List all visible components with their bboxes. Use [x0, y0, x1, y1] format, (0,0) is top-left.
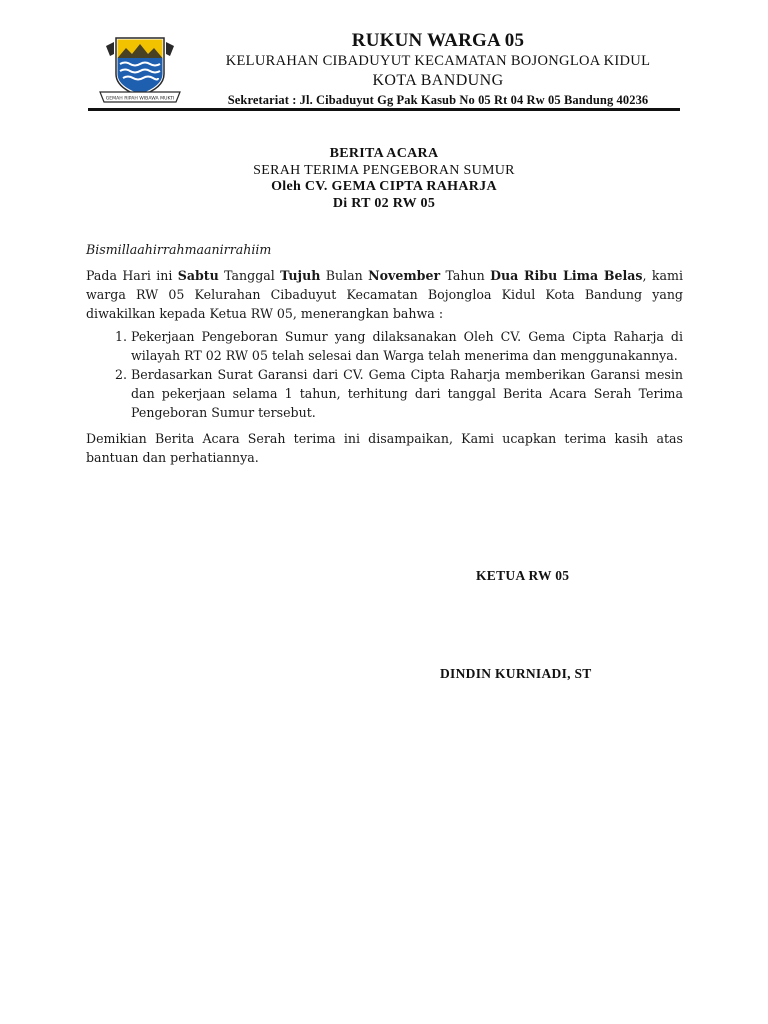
- city-emblem-logo: [96, 34, 184, 104]
- list-item: 1. Pekerjaan Pengeboran Sumur yang dilaksanakan Oleh CV. Gema Cipta Raharja di wilayah RT 02 RW 05 telah selesai dan Warga telah menerima dan menggunakannya.: [131, 327, 683, 365]
- document-title-block: [84, 146, 684, 212]
- intro-date: Tujuh: [280, 268, 321, 283]
- statement-list: [86, 327, 683, 422]
- intro-paragraph: Pada Hari ini Sabtu Tanggal Tujuh Bulan November Tahun Dua Ribu Lima Belas, kami warga RW 05 Kelurahan Cibaduyut Kecamatan Bojongloa Kidul Kota Bandung yang diwakilkan kepada Ketua RW 05, menerangkan bahwa :: [86, 268, 683, 321]
- organization-title: RUKUN WARGA 05: [351, 30, 525, 51]
- letterhead: [190, 30, 686, 110]
- document-location: Di RT 02 RW 05: [332, 195, 436, 211]
- letterhead-divider: [88, 108, 680, 111]
- intro-day: Sabtu: [177, 268, 219, 283]
- organization-address: Sekretariat : Jl. Cibaduyut Gg Pak Kasub No 05 Rt 04 Rw 05 Bandung 40236: [227, 93, 649, 107]
- document-body: [86, 240, 683, 467]
- intro-year: Dua Ribu Lima Belas: [490, 268, 643, 283]
- organization-subtitle: KELURAHAN CIBADUYUT KECAMATAN BOJONGLOA KIDUL: [225, 53, 651, 69]
- signature-title: KETUA RW 05: [476, 568, 570, 583]
- document-contractor: Oleh CV. GEMA CIPTA RAHARJA: [271, 179, 497, 194]
- closing-paragraph: Demikian Berita Acara Serah terima ini disampaikan, Kami ucapkan terima kasih atas bantuan dan perhatiannya.: [86, 431, 683, 465]
- document-subtitle: SERAH TERIMA PENGEBORAN SUMUR: [253, 162, 515, 178]
- logo-motto: GEMAH RIPAH WIBAWA MUKTI: [105, 96, 175, 102]
- signature-name: DINDIN KURNIADI, ST: [440, 666, 592, 681]
- document-title: BERITA ACARA: [329, 146, 439, 161]
- list-item: 2. Berdasarkan Surat Garansi dari CV. Gema Cipta Raharja memberikan Garansi mesin dan pekerjaan selama 1 tahun, terhitung dari tanggal Berita Acara Serah Terima Pengeboran Sumur tersebut.: [131, 365, 683, 422]
- organization-city: KOTA BANDUNG: [372, 72, 504, 89]
- opening-greeting: Bismillaahirrahmaanirrahiim: [86, 242, 272, 257]
- intro-month: November: [368, 268, 441, 283]
